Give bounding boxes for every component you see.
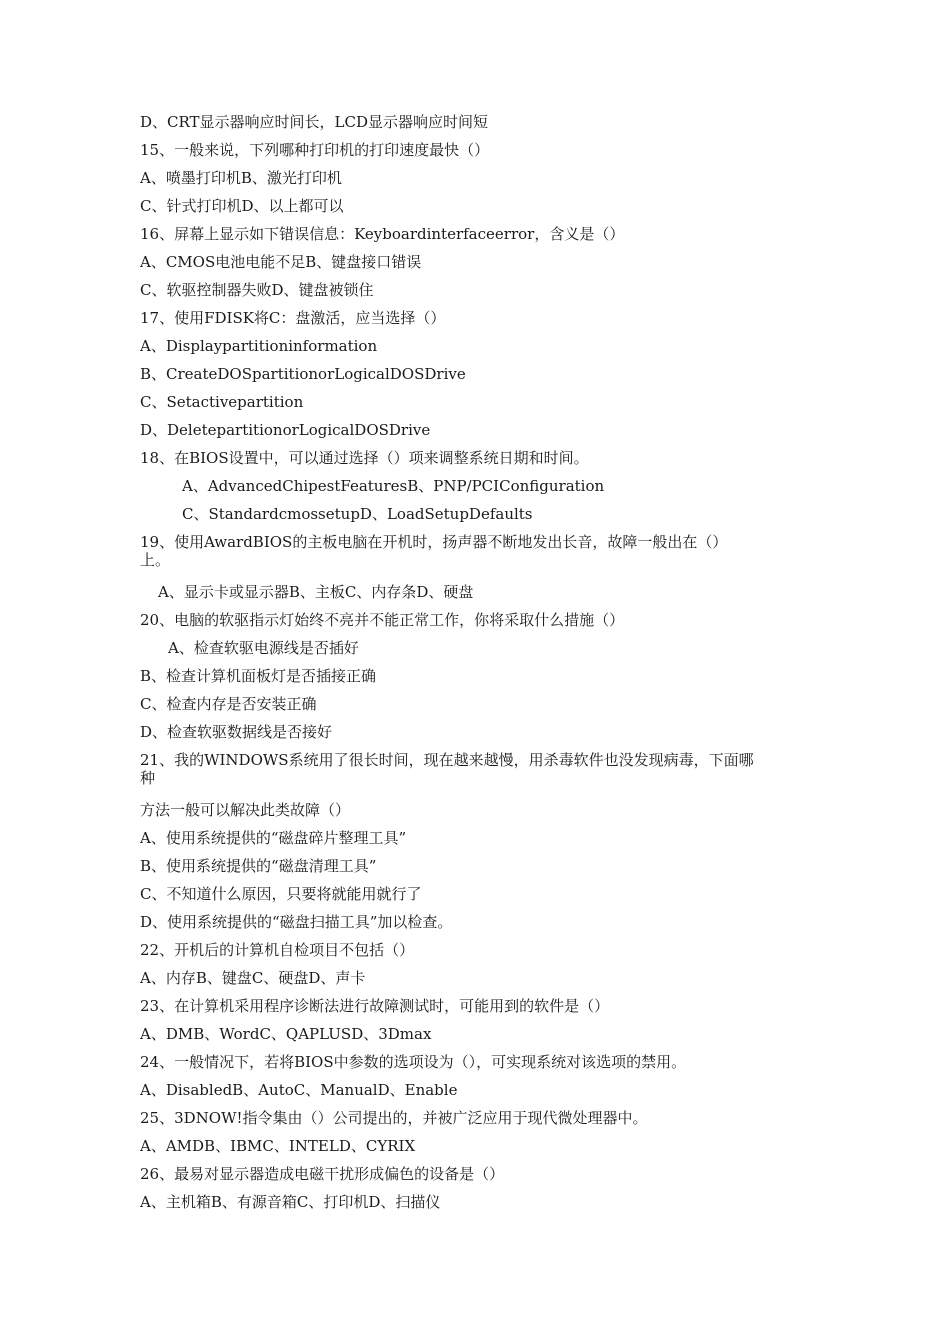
question-23: 23、在计算机采用程序诊断法进行故障测试时，可能用到的软件是（） <box>140 997 610 1015</box>
option-line: D、检查软驱数据线是否接好 <box>140 723 333 741</box>
question-18: 18、在BIOS设置中，可以通过选择（）项来调整系统日期和时间。 <box>140 449 589 467</box>
question-19: 19、使用AwardBIOS的主板电脑在开机时，扬声器不断地发出长音，故障一般出在（） <box>140 533 728 551</box>
option-line: A、检查软驱电源线是否插好 <box>168 639 359 657</box>
option-line: A、内存B、键盘C、硬盘D、声卡 <box>140 969 366 987</box>
option-line: A、喷墨打印机B、激光打印机 <box>140 169 342 187</box>
option-line: C、不知道什么原因，只要将就能用就行了 <box>140 885 422 903</box>
option-line: B、检查计算机面板灯是否插接正确 <box>140 667 377 685</box>
option-line: B、CreateDOSpartitionorLogicalDOSDrive <box>140 365 466 383</box>
option-line: C、Setactivepartition <box>140 393 304 411</box>
question-20: 20、电脑的软驱指示灯始终不亮并不能正常工作，你将采取什么措施（） <box>140 611 625 629</box>
question-21-continued: 种 <box>140 769 156 787</box>
question-26: 26、最易对显示器造成电磁干扰形成偏色的设备是（） <box>140 1165 505 1183</box>
option-line: A、DMB、WordC、QAPLUSD、3Dmax <box>140 1025 432 1043</box>
option-line: C、StandardcmossetupD、LoadSetupDefaults <box>182 505 533 523</box>
option-line: D、DeletepartitionorLogicalDOSDrive <box>140 421 431 439</box>
option-line: C、软驱控制器失败D、键盘被锁住 <box>140 281 374 299</box>
option-line: A、主机箱B、有源音箱C、打印机D、扫描仪 <box>140 1193 441 1211</box>
option-line: A、AdvancedChipestFeaturesB、PNP/PCIConfiguration <box>182 477 605 495</box>
option-line: D、使用系统提供的“磁盘扫描工具”加以检查。 <box>140 913 453 931</box>
question-15: 15、一般来说，下列哪种打印机的打印速度最快（） <box>140 141 490 159</box>
option-line: A、CMOS电池电能不足B、键盘接口错误 <box>140 253 422 271</box>
text-line: D、CRT显示器响应时间长，LCD显示器响应时间短 <box>140 113 489 131</box>
option-line: A、显示卡或显示器B、主板C、内存条D、硬盘 <box>158 583 474 601</box>
option-line: A、使用系统提供的“磁盘碎片整理工具” <box>140 829 407 847</box>
option-line: A、Displaypartitioninformation <box>140 337 378 355</box>
option-line: C、检查内存是否安装正确 <box>140 695 317 713</box>
question-19-continued: 上。 <box>140 551 171 569</box>
question-24: 24、一般情况下，若将BIOS中参数的选项设为（），可实现系统对该选项的禁用。 <box>140 1053 687 1071</box>
question-25: 25、3DNOW!指令集由（）公司提出的，并被广泛应用于现代微处理器中。 <box>140 1109 648 1127</box>
question-17: 17、使用FDISK将C：盘激活，应当选择（） <box>140 309 446 327</box>
question-16: 16、屏幕上显示如下错误信息：Keyboardinterfaceerror，含义是（） <box>140 225 625 243</box>
option-line: A、DisabledB、AutoC、ManualD、Enable <box>140 1081 458 1099</box>
document-body <box>140 108 820 1216</box>
question-22: 22、开机后的计算机自检项目不包括（） <box>140 941 415 959</box>
option-line: C、针式打印机D、以上都可以 <box>140 197 344 215</box>
question-21: 21、我的WINDOWS系统用了很长时间，现在越来越慢，用杀毒软件也没发现病毒，下面哪 <box>140 751 754 769</box>
option-line: A、AMDB、IBMC、INTELD、CYRIX <box>140 1137 416 1155</box>
question-21-continued: 方法一般可以解决此类故障（） <box>140 801 351 819</box>
option-line: B、使用系统提供的“磁盘清理工具” <box>140 857 377 875</box>
